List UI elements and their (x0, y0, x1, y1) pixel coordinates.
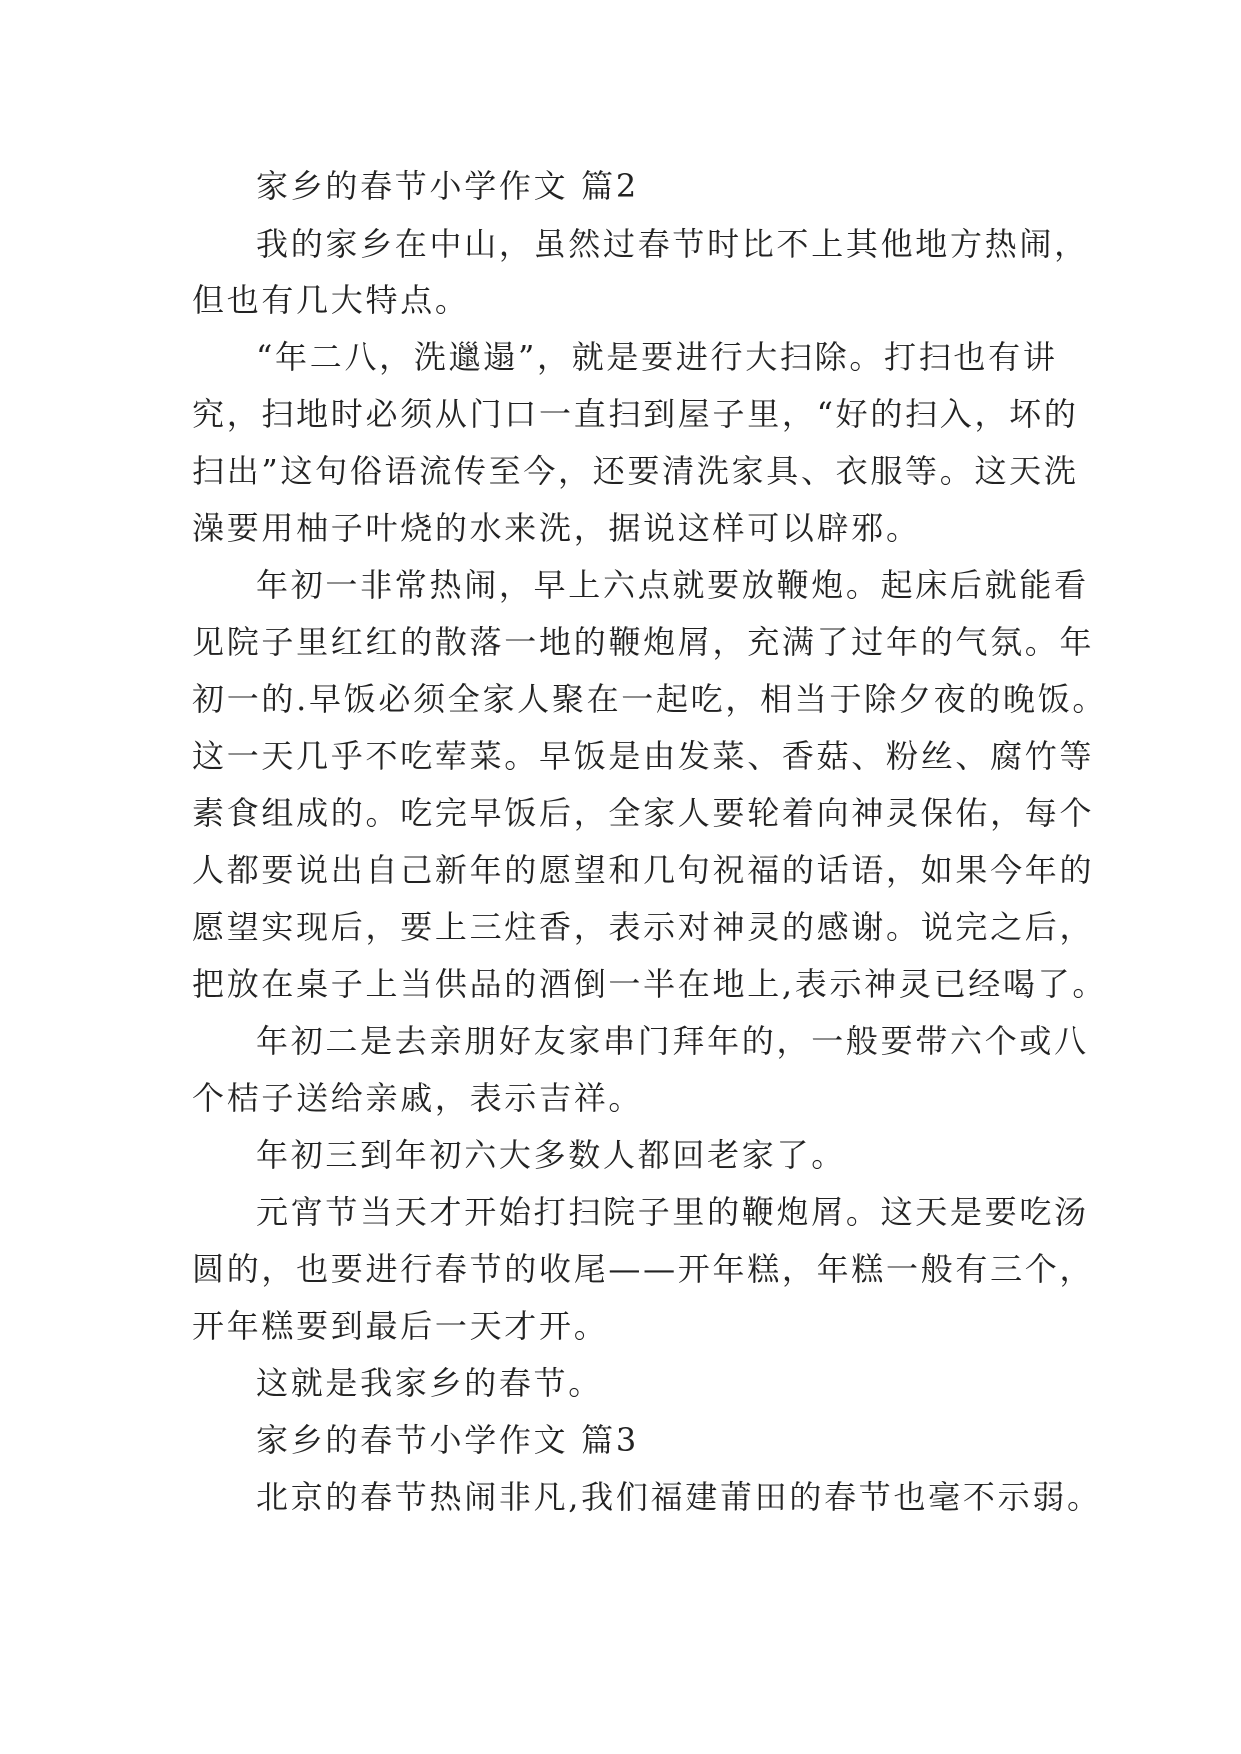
paragraph-line: 北京的春节热闹非凡,我们福建莆田的春节也毫不示弱。 (256, 1478, 1102, 1516)
paragraph-line: 这就是我家乡的春节。 (256, 1364, 604, 1402)
paragraph-line: 元宵节当天才开始打扫院子里的鞭炮屑。这天是要吃汤 (256, 1193, 1089, 1231)
paragraph-line: 扫出”这句俗语流传至今，还要清洗家具、衣服等。这天洗 (192, 452, 1079, 490)
paragraph-line: “年二八，洗邋遢”，就是要进行大扫除。打扫也有讲 (256, 338, 1058, 376)
section-heading: 家乡的春节小学作文 篇3 (256, 1421, 639, 1459)
paragraph-line: 这一天几乎不吃荤菜。早饭是由发菜、香菇、粉丝、腐竹等 (192, 737, 1095, 775)
section-heading: 家乡的春节小学作文 篇2 (256, 167, 639, 205)
paragraph-line: 把放在桌子上当供品的酒倒一半在地上,表示神灵已经喝了。 (192, 965, 1108, 1003)
paragraph-line: 初一的.早饭必须全家人聚在一起吃，相当于除夕夜的晚饭。 (192, 680, 1108, 718)
paragraph-line: 我的家乡在中山，虽然过春节时比不上其他地方热闹， (256, 225, 1089, 263)
paragraph-line: 圆的，也要进行春节的收尾——开年糕，年糕一般有三个， (192, 1250, 1095, 1288)
paragraph-line: 究，扫地时必须从门口一直扫到屋子里，“好的扫入，坏的 (192, 395, 1079, 433)
paragraph-line: 年初三到年初六大多数人都回老家了。 (256, 1136, 846, 1174)
paragraph-line: 但也有几大特点。 (192, 281, 470, 319)
paragraph-line: 人都要说出自己新年的愿望和几句祝福的话语，如果今年的 (192, 851, 1095, 889)
paragraph-line: 见院子里红红的散落一地的鞭炮屑，充满了过年的气氛。年 (192, 623, 1095, 661)
paragraph-line: 愿望实现后，要上三炷香，表示对神灵的感谢。说完之后， (192, 908, 1095, 946)
paragraph-line: 个桔子送给亲戚，表示吉祥。 (192, 1079, 644, 1117)
paragraph-line: 澡要用柚子叶烧的水来洗，据说这样可以辟邪。 (192, 509, 921, 547)
paragraph-line: 年初二是去亲朋好友家串门拜年的，一般要带六个或八 (256, 1022, 1089, 1060)
paragraph-line: 开年糕要到最后一天才开。 (192, 1307, 609, 1345)
paragraph-line: 年初一非常热闹，早上六点就要放鞭炮。起床后就能看 (256, 566, 1089, 604)
paragraph-line: 素食组成的。吃完早饭后，全家人要轮着向神灵保佑，每个 (192, 794, 1095, 832)
